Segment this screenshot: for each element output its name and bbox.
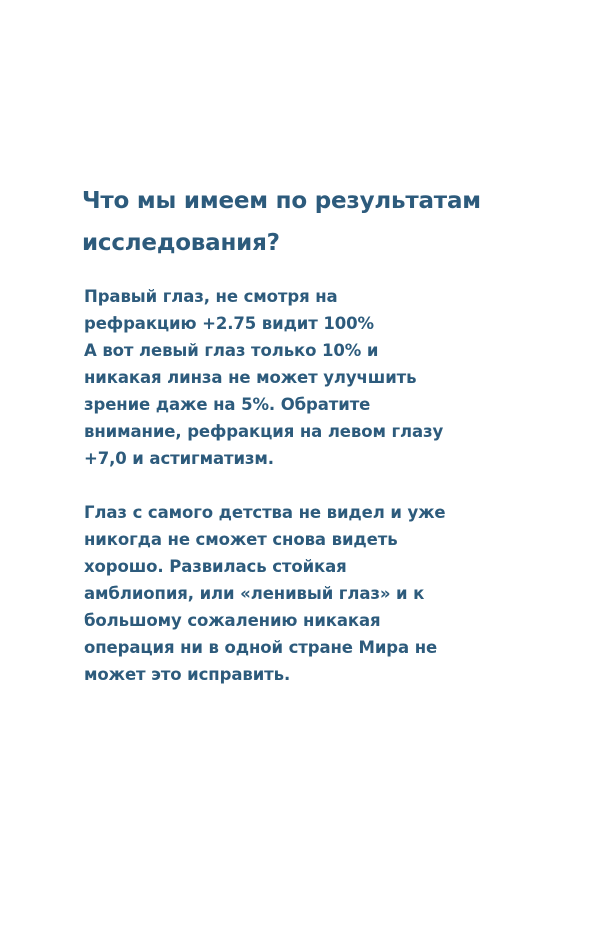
paragraph-line: зрение даже на 5%. Обратите (84, 395, 371, 414)
heading-line: исследования? (82, 230, 280, 256)
paragraph-line: никакая линза не может улучшить (84, 368, 417, 387)
paragraph-line: хорошо. Развилась стойкая (84, 557, 347, 576)
paragraph-line: может это исправить. (84, 665, 291, 684)
page-heading (82, 180, 522, 264)
paragraph-line: внимание, рефракция на левом глазу (84, 422, 444, 441)
paragraph-line: А вот левый глаз только 10% и (84, 341, 379, 360)
paragraph-spacer (84, 472, 504, 499)
paragraph-amblyopia (84, 499, 504, 688)
paragraph-line: операция ни в одной стране Мира не (84, 638, 438, 657)
heading-line: Что мы имеем по результатам (82, 188, 481, 214)
paragraph-line: Глаз с самого детства не видел и уже (84, 503, 446, 522)
body-text (84, 283, 504, 688)
paragraph-line: никогда не сможет снова видеть (84, 530, 398, 549)
paragraph-line: Правый глаз, не смотря на (84, 287, 338, 306)
paragraph-line: рефракцию +2.75 видит 100% (84, 314, 374, 333)
paragraph-line: +7,0 и астигматизм. (84, 449, 274, 468)
paragraph-line: большому сожалению никакая (84, 611, 381, 630)
paragraph-results (84, 283, 504, 472)
paragraph-line: амблиопия, или «ленивый глаз» и к (84, 584, 425, 603)
